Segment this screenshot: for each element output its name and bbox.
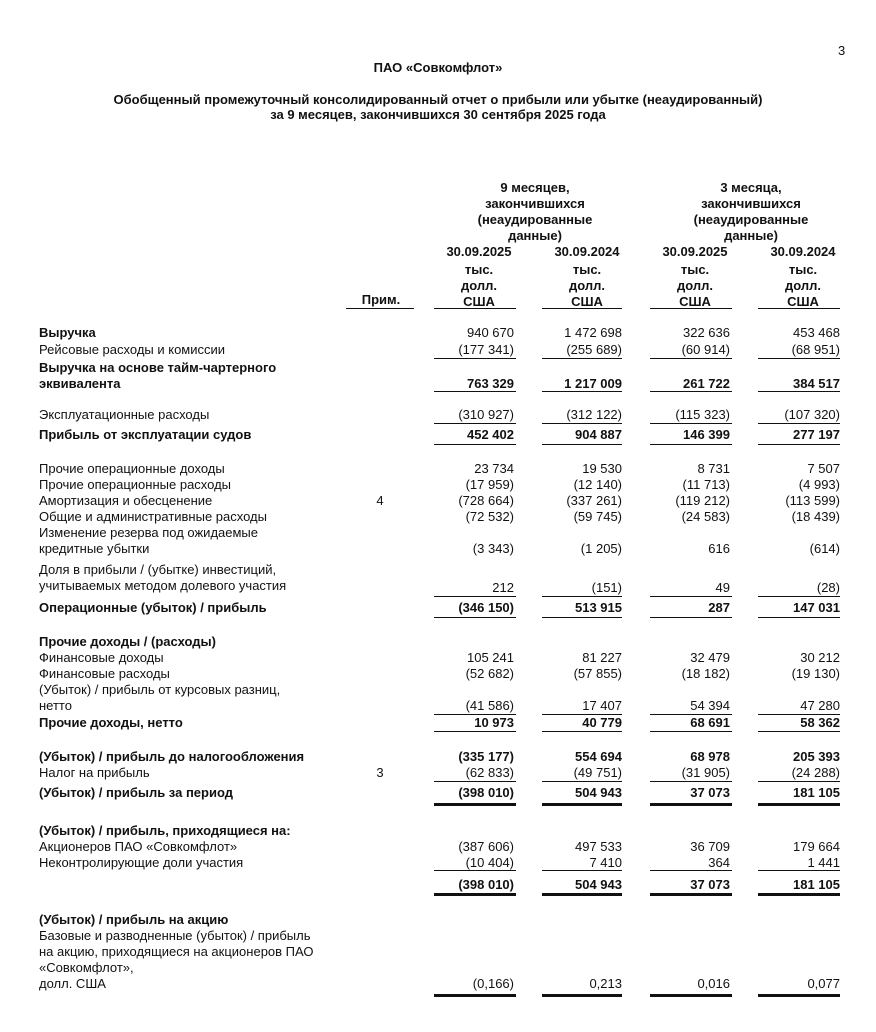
value-cell: 23 734 bbox=[474, 461, 514, 476]
group-line: закончившихся bbox=[485, 196, 585, 211]
column-unit-2 bbox=[542, 262, 632, 310]
value-cell: (0,166) bbox=[472, 976, 514, 991]
value-cell: 32 479 bbox=[690, 650, 730, 665]
value-cell: (398 010) bbox=[458, 785, 514, 800]
value-cell: 181 105 bbox=[793, 877, 840, 892]
value-cell: 904 887 bbox=[575, 427, 622, 442]
double-underline bbox=[434, 803, 516, 806]
value-cell: (335 177) bbox=[458, 749, 514, 764]
double-underline bbox=[434, 893, 516, 896]
unit-line: долл. bbox=[785, 278, 821, 293]
value-cell: (18 439) bbox=[791, 509, 840, 524]
underline bbox=[434, 358, 516, 359]
underline bbox=[542, 617, 622, 618]
row-label bbox=[39, 682, 280, 714]
title-line-2: за 9 месяцев, закончившихся 30 сентября 2025 года bbox=[270, 107, 606, 122]
double-underline bbox=[758, 994, 840, 997]
value-cell: 37 073 bbox=[690, 785, 730, 800]
value-cell: (41 586) bbox=[465, 698, 514, 713]
underline bbox=[650, 358, 732, 359]
row-label: Прочие доходы, нетто bbox=[39, 715, 183, 730]
header-group-9-months bbox=[420, 180, 650, 244]
double-underline bbox=[542, 803, 622, 806]
unit-line: тыс. bbox=[680, 262, 710, 277]
value-cell: 364 bbox=[708, 855, 730, 870]
value-cell: 7 507 bbox=[807, 461, 840, 476]
value-cell: 0,213 bbox=[589, 976, 622, 991]
label-line: «Совкомфлот», bbox=[39, 960, 134, 975]
column-unit-1 bbox=[434, 262, 524, 310]
row-label: (Убыток) / прибыль, приходящиеся на: bbox=[39, 823, 291, 838]
label-line: Базовые и разводненные (убыток) / прибыль bbox=[39, 928, 311, 943]
underline bbox=[542, 781, 622, 782]
value-cell: 19 530 bbox=[582, 461, 622, 476]
underline bbox=[434, 731, 516, 732]
value-cell: (28) bbox=[816, 580, 840, 595]
underline bbox=[758, 423, 840, 424]
value-cell: 0,016 bbox=[697, 976, 730, 991]
unit-line: тыс. bbox=[788, 262, 818, 277]
value-cell: 1 472 698 bbox=[564, 325, 622, 340]
value-cell: 179 664 bbox=[793, 839, 840, 854]
value-cell: 504 943 bbox=[575, 877, 622, 892]
value-cell: 49 bbox=[715, 580, 730, 595]
underline bbox=[434, 870, 516, 871]
value-cell: 54 394 bbox=[690, 698, 730, 713]
row-label: (Убыток) / прибыль на акцию bbox=[39, 912, 229, 927]
underline bbox=[758, 596, 840, 597]
value-cell: (115 323) bbox=[675, 407, 730, 422]
label-line: нетто bbox=[39, 698, 72, 713]
underline bbox=[542, 870, 622, 871]
value-cell: 17 407 bbox=[582, 698, 622, 713]
unit-line: США bbox=[679, 294, 711, 309]
value-cell: (62 833) bbox=[465, 765, 514, 780]
row-label: Прочие доходы / (расходы) bbox=[39, 634, 216, 649]
double-underline bbox=[650, 994, 732, 997]
underline bbox=[650, 444, 732, 445]
underline bbox=[650, 423, 732, 424]
value-cell: (177 341) bbox=[458, 342, 514, 357]
underline bbox=[650, 731, 732, 732]
value-cell: (107 320) bbox=[784, 407, 840, 422]
value-cell: (19 130) bbox=[791, 666, 840, 681]
underline bbox=[758, 870, 840, 871]
underline bbox=[758, 444, 840, 445]
underline bbox=[650, 781, 732, 782]
value-cell: 1 217 009 bbox=[564, 376, 622, 391]
value-cell: 81 227 bbox=[582, 650, 622, 665]
value-cell: (17 959) bbox=[465, 477, 514, 492]
unit-line: тыс. bbox=[464, 262, 494, 277]
value-cell: 58 362 bbox=[800, 715, 840, 730]
row-label: Операционные (убыток) / прибыль bbox=[39, 600, 267, 615]
value-cell: (18 182) bbox=[681, 666, 730, 681]
value-cell: (59 745) bbox=[573, 509, 622, 524]
label-line: долл. США bbox=[39, 976, 106, 991]
row-label: Прибыль от эксплуатации судов bbox=[39, 427, 252, 442]
row-label: (Убыток) / прибыль за период bbox=[39, 785, 233, 800]
value-cell: (310 927) bbox=[458, 407, 514, 422]
group-line: данные) bbox=[508, 228, 562, 243]
row-label: Акционеров ПАО «Совкомфлот» bbox=[39, 839, 238, 854]
underline bbox=[650, 596, 732, 597]
row-label: Финансовые доходы bbox=[39, 650, 164, 665]
value-cell: 146 399 bbox=[683, 427, 730, 442]
value-cell: (3 343) bbox=[472, 541, 514, 556]
double-underline bbox=[434, 994, 516, 997]
underline bbox=[434, 391, 516, 392]
row-label: Налог на прибыль bbox=[39, 765, 150, 780]
group-line: закончившихся bbox=[701, 196, 801, 211]
value-cell: (255 689) bbox=[566, 342, 622, 357]
group-line: 9 месяцев, bbox=[500, 180, 570, 195]
value-cell: 763 329 bbox=[467, 376, 514, 391]
underline bbox=[542, 596, 622, 597]
column-date-1: 30.09.2025 bbox=[446, 244, 512, 259]
value-cell: (346 150) bbox=[458, 600, 514, 615]
page-number: 3 bbox=[838, 43, 846, 58]
value-cell: (12 140) bbox=[573, 477, 622, 492]
value-cell: 68 691 bbox=[690, 715, 730, 730]
row-label: Амортизация и обесценение bbox=[39, 493, 213, 508]
double-underline bbox=[542, 994, 622, 997]
value-cell: 205 393 bbox=[793, 749, 840, 764]
value-cell: 7 410 bbox=[589, 855, 622, 870]
unit-line: долл. bbox=[569, 278, 605, 293]
value-cell: (68 951) bbox=[791, 342, 840, 357]
underline bbox=[434, 423, 516, 424]
note-reference: 4 bbox=[376, 493, 384, 508]
value-cell: (52 682) bbox=[465, 666, 514, 681]
value-cell: 1 441 bbox=[807, 855, 840, 870]
value-cell: 322 636 bbox=[683, 325, 730, 340]
underline bbox=[650, 617, 732, 618]
note-column-header: Прим. bbox=[361, 292, 401, 307]
value-cell: 287 bbox=[708, 600, 730, 615]
value-cell: 384 517 bbox=[793, 376, 840, 391]
value-cell: (24 288) bbox=[791, 765, 840, 780]
unit-line: долл. bbox=[677, 278, 713, 293]
value-cell: (4 993) bbox=[798, 477, 840, 492]
value-cell: 181 105 bbox=[793, 785, 840, 800]
column-unit-3 bbox=[650, 262, 740, 310]
value-cell: (72 532) bbox=[465, 509, 514, 524]
value-cell: (49 751) bbox=[573, 765, 622, 780]
underline bbox=[434, 444, 516, 445]
underline bbox=[434, 596, 516, 597]
value-cell: (614) bbox=[809, 541, 840, 556]
value-cell: 40 779 bbox=[582, 715, 622, 730]
column-date-2: 30.09.2024 bbox=[554, 244, 620, 259]
row-label: Прочие операционные доходы bbox=[39, 461, 225, 476]
column-date-3: 30.09.2025 bbox=[662, 244, 728, 259]
header-underline bbox=[542, 308, 622, 309]
value-cell: 10 973 bbox=[474, 715, 514, 730]
value-cell: (10 404) bbox=[465, 855, 514, 870]
unit-line: долл. bbox=[461, 278, 497, 293]
row-label: Неконтролирующие доли участия bbox=[39, 855, 244, 870]
value-cell: 68 978 bbox=[690, 749, 730, 764]
value-cell: (1 205) bbox=[580, 541, 622, 556]
value-cell: 453 468 bbox=[793, 325, 840, 340]
double-underline bbox=[650, 803, 732, 806]
value-cell: 212 bbox=[492, 580, 514, 595]
double-underline bbox=[542, 893, 622, 896]
underline bbox=[758, 617, 840, 618]
double-underline bbox=[758, 803, 840, 806]
unit-line: США bbox=[787, 294, 819, 309]
row-label bbox=[39, 928, 314, 992]
value-cell: (24 583) bbox=[681, 509, 730, 524]
value-cell: (398 010) bbox=[458, 877, 514, 892]
group-line: данные) bbox=[724, 228, 778, 243]
group-line: (неаудированные bbox=[477, 212, 593, 227]
value-cell: (337 261) bbox=[566, 493, 622, 508]
value-cell: 30 212 bbox=[800, 650, 840, 665]
underline bbox=[434, 781, 516, 782]
row-label bbox=[39, 525, 258, 557]
report-title bbox=[0, 92, 876, 122]
row-label: (Убыток) / прибыль до налогообложения bbox=[39, 749, 305, 764]
row-label: Эксплуатационные расходы bbox=[39, 407, 210, 422]
label-line: Изменение резерва под ожидаемые bbox=[39, 525, 258, 540]
underline bbox=[758, 731, 840, 732]
unit-line: США bbox=[463, 294, 495, 309]
value-cell: 47 280 bbox=[800, 698, 840, 713]
value-cell: (119 212) bbox=[675, 493, 730, 508]
value-cell: 36 709 bbox=[690, 839, 730, 854]
value-cell: 513 915 bbox=[575, 600, 622, 615]
double-underline bbox=[758, 893, 840, 896]
value-cell: (113 599) bbox=[785, 493, 840, 508]
double-underline bbox=[650, 893, 732, 896]
underline bbox=[542, 358, 622, 359]
value-cell: (312 122) bbox=[566, 407, 622, 422]
underline bbox=[758, 391, 840, 392]
header-underline bbox=[650, 308, 732, 309]
header-underline bbox=[758, 308, 840, 309]
header-group-3-months bbox=[636, 180, 866, 244]
header-underline bbox=[346, 308, 414, 309]
label-line: Доля в прибыли / (убытке) инвестиций, bbox=[39, 562, 277, 577]
value-cell: (151) bbox=[591, 580, 622, 595]
label-line: Выручка на основе тайм-чартерного bbox=[39, 360, 277, 375]
group-line: 3 месяца, bbox=[720, 180, 782, 195]
underline bbox=[758, 781, 840, 782]
title-line-1: Обобщенный промежуточный консолидированный отчет о прибыли или убытке (неаудированный) bbox=[113, 92, 763, 107]
underline bbox=[542, 391, 622, 392]
row-label bbox=[39, 562, 286, 594]
row-label: Прочие операционные расходы bbox=[39, 477, 232, 492]
value-cell: 452 402 bbox=[467, 427, 514, 442]
column-date-4: 30.09.2024 bbox=[770, 244, 836, 259]
label-line: учитываемых методом долевого участия bbox=[39, 578, 287, 593]
label-line: кредитные убытки bbox=[39, 541, 150, 556]
value-cell: 504 943 bbox=[575, 785, 622, 800]
value-cell: (728 664) bbox=[458, 493, 514, 508]
value-cell: 616 bbox=[708, 541, 730, 556]
unit-line: тыс. bbox=[572, 262, 602, 277]
value-cell: 261 722 bbox=[683, 376, 730, 391]
row-label: Финансовые расходы bbox=[39, 666, 170, 681]
value-cell: 940 670 bbox=[467, 325, 514, 340]
value-cell: 277 197 bbox=[793, 427, 840, 442]
label-line: на акцию, приходящиеся на акционеров ПАО bbox=[39, 944, 314, 959]
value-cell: (31 905) bbox=[681, 765, 730, 780]
underline bbox=[434, 617, 516, 618]
value-cell: 0,077 bbox=[807, 976, 840, 991]
value-cell: 497 533 bbox=[575, 839, 622, 854]
underline bbox=[650, 870, 732, 871]
value-cell: 147 031 bbox=[793, 600, 840, 615]
unit-line: США bbox=[571, 294, 603, 309]
value-cell: 554 694 bbox=[575, 749, 622, 764]
company-name: ПАО «Совкомфлот» bbox=[373, 60, 503, 75]
value-cell: 105 241 bbox=[467, 650, 514, 665]
note-reference: 3 bbox=[376, 765, 384, 780]
column-unit-4 bbox=[758, 262, 848, 310]
underline bbox=[542, 423, 622, 424]
underline bbox=[542, 444, 622, 445]
value-cell: 37 073 bbox=[690, 877, 730, 892]
value-cell: (60 914) bbox=[681, 342, 730, 357]
label-line: эквивалента bbox=[39, 376, 121, 391]
label-line: (Убыток) / прибыль от курсовых разниц, bbox=[39, 682, 281, 697]
row-label: Общие и административные расходы bbox=[39, 509, 267, 524]
underline bbox=[650, 391, 732, 392]
header-underline bbox=[434, 308, 516, 309]
value-cell: 8 731 bbox=[697, 461, 730, 476]
underline bbox=[542, 731, 622, 732]
underline bbox=[758, 358, 840, 359]
value-cell: (387 606) bbox=[458, 839, 514, 854]
value-cell: (57 855) bbox=[573, 666, 622, 681]
value-cell: (11 713) bbox=[682, 477, 730, 492]
row-label bbox=[39, 360, 276, 392]
group-line: (неаудированные bbox=[693, 212, 809, 227]
row-label: Выручка bbox=[39, 325, 96, 340]
row-label: Рейсовые расходы и комиссии bbox=[39, 342, 226, 357]
